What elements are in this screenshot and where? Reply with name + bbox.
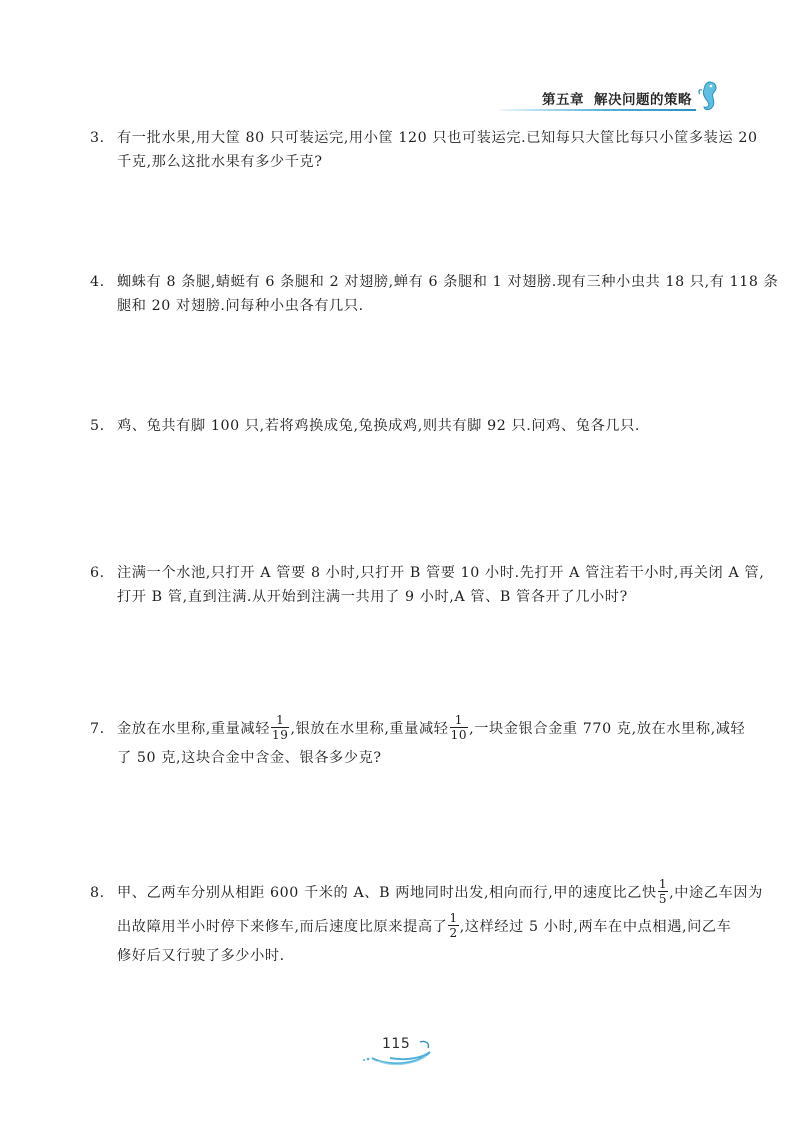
problem-text: 打开 B 管,直到注满.从开始到注满一共用了 9 小时,A 管、B 管各开了几小时? (117, 589, 628, 605)
fraction-numerator: 1 (449, 910, 458, 925)
problem-text: 出故障用半小时停下来修车,而后速度比原来提高了 (117, 919, 448, 935)
seahorse-ornament-icon (696, 78, 722, 114)
fraction-numerator: 1 (271, 714, 289, 728)
fraction (658, 878, 668, 905)
problem-3 (90, 126, 758, 174)
fraction-denominator: 5 (658, 891, 668, 906)
problem-5 (90, 414, 730, 438)
problem-number: 6. (90, 565, 105, 581)
problem-text: 修好后又行驶了多少小时. (117, 948, 285, 964)
fraction-denominator: 2 (449, 925, 458, 940)
problem-7 (90, 712, 746, 770)
problem-number: 5. (90, 418, 105, 434)
fraction (450, 714, 468, 741)
problem-text: 注满一个水池,只打开 A 管要 8 小时,只打开 B 管要 10 小时.先打开 A 管注若干小时,再关闭 A 管, (117, 565, 765, 581)
problem-line (90, 910, 730, 944)
problem-line (90, 746, 730, 770)
fraction (271, 714, 289, 741)
page-header (500, 78, 722, 114)
problem-text: 甲、乙两车分别从相距 600 千米的 A、B 两地同时出发,相向而行,甲的速度比乙快 (117, 885, 657, 901)
problem-line (90, 585, 730, 609)
fraction-numerator: 1 (658, 876, 668, 891)
fraction-denominator: 19 (272, 727, 289, 742)
problem-text: 了 50 克,这块合金中含金、银各多少克? (117, 750, 382, 766)
problem-text: 千克,那么这批水果有多少千克? (117, 154, 323, 170)
page-number: 115 (382, 1036, 411, 1052)
problem-text: 腿和 20 对翅膀.问每种小虫各有几只. (117, 298, 364, 314)
problem-line (90, 944, 730, 968)
chapter-heading (542, 88, 692, 108)
problem-line (90, 712, 746, 746)
problem-number: 8. (90, 885, 105, 901)
problem-line (90, 414, 730, 438)
problem-text: ,一块金银合金重 770 克,放在水里称,减轻 (469, 721, 746, 737)
problem-text: 蜘蛛有 8 条腿,蜻蜓有 6 条腿和 2 对翅膀,蝉有 6 条腿和 1 对翅膀.现有三种小虫共 18 只,有 118 条 (117, 274, 779, 290)
problem-line (90, 561, 765, 585)
problem-line (90, 150, 730, 174)
fraction-numerator: 1 (450, 714, 468, 728)
problem-text: ,银放在水里称,重量减轻 (290, 721, 449, 737)
fraction-denominator: 10 (450, 727, 468, 742)
problem-text: 金放在水里称,重量减轻 (117, 721, 270, 737)
problem-4 (90, 270, 779, 318)
page-footer (356, 1028, 446, 1068)
problem-text: 鸡、兔共有脚 100 只,若将鸡换成兔,兔换成鸡,则共有脚 92 只.问鸡、兔各几只. (117, 418, 640, 434)
chapter-label: 第五章 (542, 92, 584, 108)
problem-8 (90, 876, 763, 968)
header-rule (500, 109, 696, 111)
problem-text: ,中途乙车因为 (669, 885, 763, 901)
problem-number: 4. (90, 274, 105, 290)
problem-6 (90, 561, 765, 609)
problem-number: 3. (90, 130, 105, 146)
fraction (448, 912, 458, 939)
problem-line (90, 876, 763, 910)
problem-number: 7. (90, 721, 105, 737)
problem-text: 有一批水果,用大筐 80 只可装运完,用小筐 120 只也可装运完.已知每只大筐比每只小筐多装运 20 (117, 130, 758, 146)
chapter-title: 解决问题的策略 (594, 92, 692, 108)
problem-line (90, 270, 779, 294)
problem-line (90, 126, 758, 150)
problem-line (90, 294, 730, 318)
problem-text: ,这样经过 5 小时,两车在中点相遇,问乙车 (459, 919, 732, 935)
